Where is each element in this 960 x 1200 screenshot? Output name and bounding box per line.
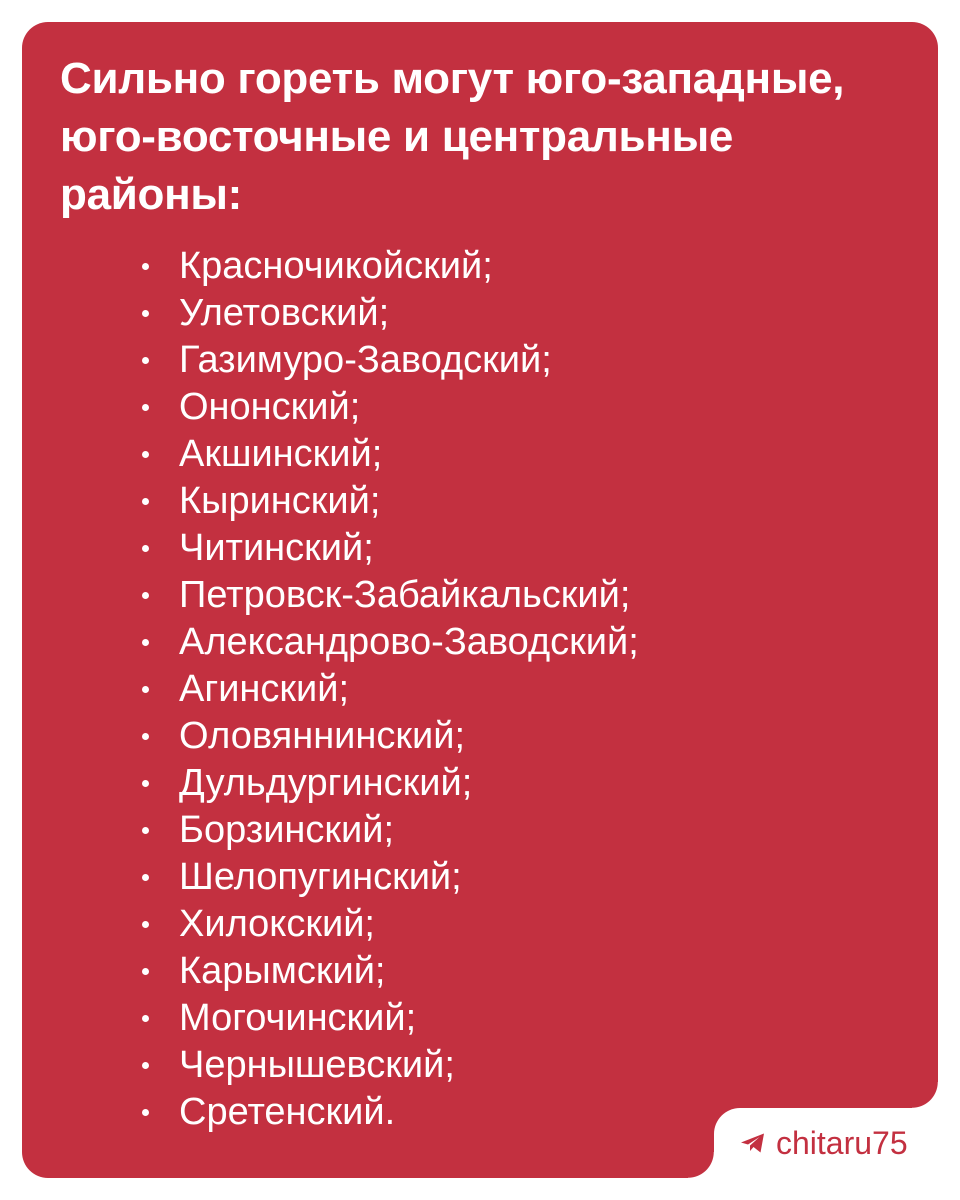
list-item [140, 478, 639, 525]
channel-handle-link[interactable] [740, 1118, 908, 1168]
notch-corner-top [912, 1082, 938, 1108]
district-name: Александрово-Заводский; [179, 621, 639, 663]
district-name: Петровск-Забайкальский; [179, 574, 631, 616]
bullet-icon [142, 451, 149, 458]
bullet-icon [142, 1062, 149, 1069]
list-item [140, 901, 639, 948]
district-name: Оловяннинский; [179, 715, 466, 757]
district-name: Акшинский; [179, 433, 383, 475]
card-title: Сильно гореть могут юго-западные, юго-восточные и центральные районы: [60, 54, 845, 219]
list-item [140, 384, 639, 431]
list-item [140, 1089, 639, 1136]
list-item [140, 431, 639, 478]
bullet-icon [142, 639, 149, 646]
bullet-icon [142, 827, 149, 834]
list-item [140, 337, 639, 384]
bullet-icon [142, 1109, 149, 1116]
bullet-icon [142, 498, 149, 505]
bullet-icon [142, 921, 149, 928]
bullet-icon [142, 1015, 149, 1022]
district-name: Борзинский; [179, 809, 395, 851]
district-name: Сретенский. [179, 1091, 396, 1133]
list-item [140, 1042, 639, 1089]
list-item [140, 666, 639, 713]
list-item [140, 243, 639, 290]
bullet-icon [142, 686, 149, 693]
telegram-icon [740, 1132, 766, 1154]
list-item [140, 525, 639, 572]
bullet-icon [142, 263, 149, 270]
district-name: Газимуро-Заводский; [179, 339, 552, 381]
district-name: Могочинский; [179, 997, 417, 1039]
bullet-icon [142, 968, 149, 975]
district-name: Агинский; [179, 668, 350, 710]
list-item [140, 948, 639, 995]
district-name: Дульдургинский; [179, 762, 473, 804]
bullet-icon [142, 357, 149, 364]
district-name: Карымский; [179, 950, 386, 992]
bullet-icon [142, 780, 149, 787]
bullet-icon [142, 404, 149, 411]
bullet-icon [142, 592, 149, 599]
district-list [140, 243, 639, 1136]
list-item [140, 995, 639, 1042]
bullet-icon [142, 310, 149, 317]
district-name: Красночикойский; [179, 245, 493, 287]
list-item [140, 619, 639, 666]
list-item [140, 760, 639, 807]
bullet-icon [142, 874, 149, 881]
list-item [140, 713, 639, 760]
district-name: Хилокский; [179, 903, 375, 945]
district-name: Шелопугинский; [179, 856, 462, 898]
district-name: Кыринский; [179, 480, 381, 522]
bullet-icon [142, 733, 149, 740]
bullet-icon [142, 545, 149, 552]
district-name: Ононский; [179, 386, 361, 428]
district-name: Чернышевский; [179, 1044, 455, 1086]
channel-handle-text: chitaru75 [776, 1124, 908, 1161]
notch-corner-left [688, 1152, 714, 1178]
list-item [140, 572, 639, 619]
list-item [140, 854, 639, 901]
district-name: Улетовский; [179, 292, 390, 334]
list-item [140, 807, 639, 854]
district-name: Читинский; [179, 527, 374, 569]
list-item [140, 290, 639, 337]
